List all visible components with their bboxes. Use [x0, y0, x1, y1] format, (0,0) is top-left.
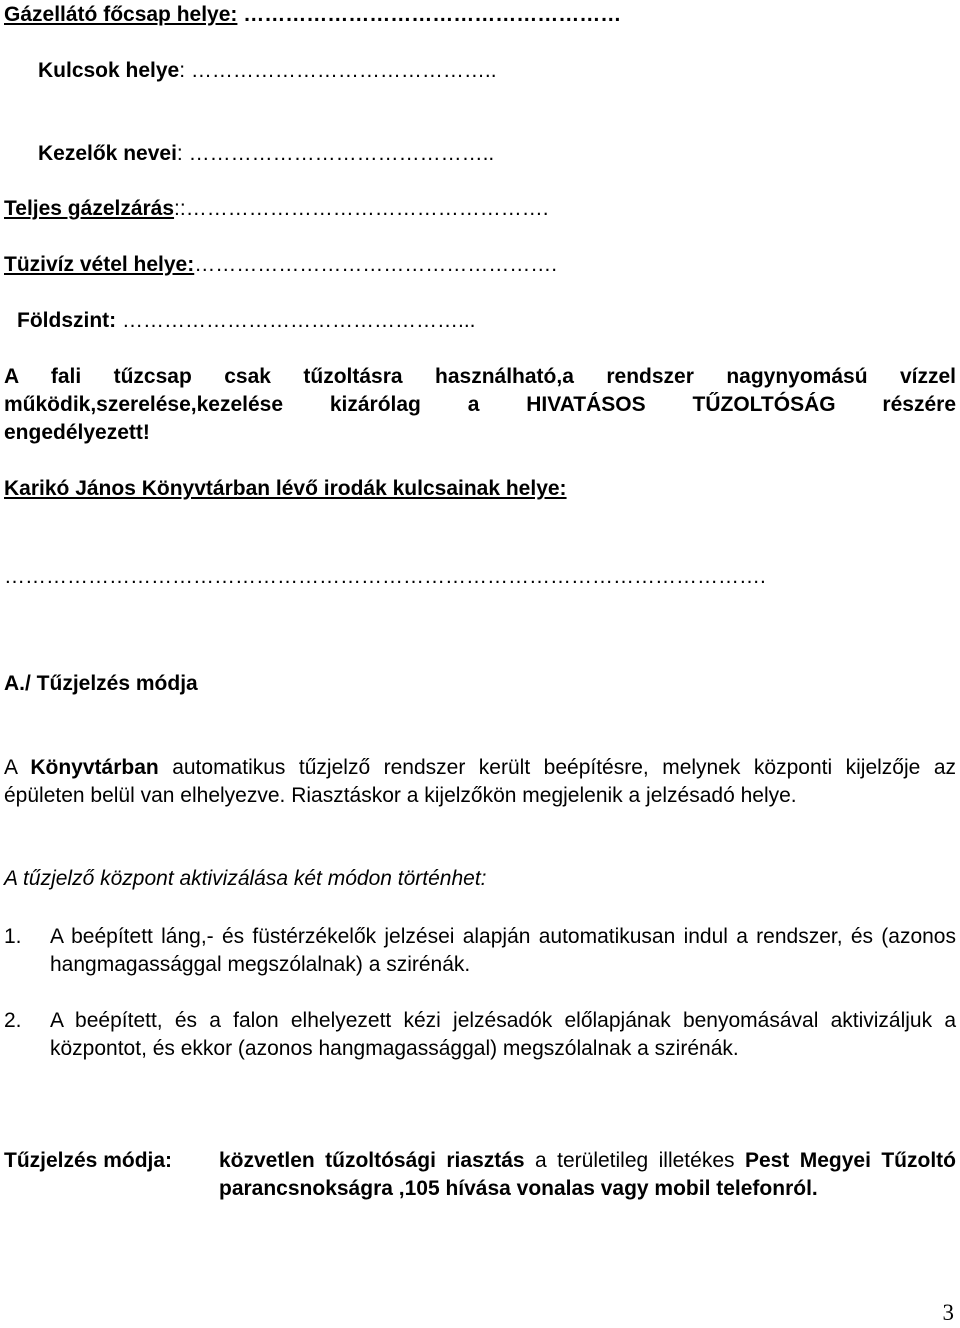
keys-location-label: Kulcsok helye: [38, 59, 180, 82]
activation-intro: A tűzjelző központ aktivizálása két módon történhet:: [4, 867, 487, 890]
hydrant-notice-line-2: működik,szerelése,kezelése kizárólag a HIVATÁSOS TŰZOLTÓSÁG részére: [4, 393, 956, 416]
fire-water-label: Tüzivíz vétel helye:: [4, 253, 195, 276]
list-item-2-text: A beépített, és a falon elhelyezett kézi jelzésadók előlapjának benyomásával aktivizáljuk a központot, és ekkor (azonos hangmagassággal) megszólalnak a szirénák.: [50, 1009, 956, 1060]
fire-alarm-bold-1: közvetlen tűzoltósági riasztás: [219, 1149, 525, 1172]
section-a-paragraph: [4, 754, 956, 810]
operators-names-label: Kezelők nevei: [38, 142, 177, 165]
gas-main-valve-line: [4, 1, 621, 29]
list-item-1-text: A beépített láng,- és füstérzékelők jelzései alapján automatikusan indul a rendszer, és (azonos hangmagassággal megszólalnak) a szirénák.: [50, 925, 956, 976]
fire-alarm-normal-1: a területileg illetékes: [524, 1149, 745, 1172]
library-keys-heading: Karikó János Könyvtárban lévő irodák kulcsainak helye:: [4, 477, 567, 500]
gas-main-valve-dots: ………………………………………………: [243, 3, 622, 26]
gas-main-valve-label: Gázellátó főcsap helye:: [4, 3, 238, 26]
keys-location-line: [38, 57, 497, 85]
ground-floor-dots: …………………………………………...: [122, 309, 476, 332]
ground-floor-line: [17, 307, 476, 335]
fire-water-dots: …………………………………………….: [194, 253, 558, 276]
hydrant-notice-line-3: engedélyezett!: [4, 421, 150, 444]
fire-alarm-bold-2: Pest Megyei Tűzoltó parancsnokságra ,105 hívása vonalas vagy mobil telefonról.: [219, 1149, 956, 1200]
operators-names-line: [38, 140, 494, 168]
hydrant-notice-line-1: A fali tűzcsap csak tűzoltásra használható,a rendszer nagynyomású vízzel: [4, 365, 956, 388]
list-item-1-number: 1.: [4, 925, 22, 948]
keys-location-dots: ……………………………………..: [190, 59, 497, 82]
section-a-para-rest: automatikus tűzjelző rendszer került beépítésre, melynek központi kijelzője az épületen belül van elhelyezve. Riasztáskor a kijelzőkön megjelenik a jelzésadó helye.: [4, 756, 956, 807]
list-item-2-number: 2.: [4, 1009, 22, 1032]
fire-water-line: [4, 251, 557, 279]
full-gas-shutoff-label: Teljes gázelzárás: [4, 197, 175, 220]
page-number: 3: [942, 1300, 954, 1325]
full-gas-shutoff-dots: …………………………………………….: [185, 197, 549, 220]
full-gas-shutoff-colon: ::: [174, 197, 186, 220]
library-keys-dots: ……………………………………………………………………………………………….: [4, 565, 766, 588]
fire-alarm-text: [219, 1147, 956, 1203]
section-a-para-prefix: A: [4, 756, 31, 779]
operators-names-dots: ……………………………………..: [188, 142, 495, 165]
full-gas-shutoff-line: [4, 195, 549, 223]
operators-names-colon: :: [176, 142, 183, 165]
keys-location-colon: :: [179, 59, 186, 82]
section-a-para-bold: Könyvtárban: [30, 756, 159, 779]
fire-alarm-label: Tűzjelzés módja:: [4, 1149, 173, 1172]
ground-floor-label: Földszint:: [17, 309, 117, 332]
section-a-heading: A./ Tűzjelzés módja: [4, 672, 198, 695]
